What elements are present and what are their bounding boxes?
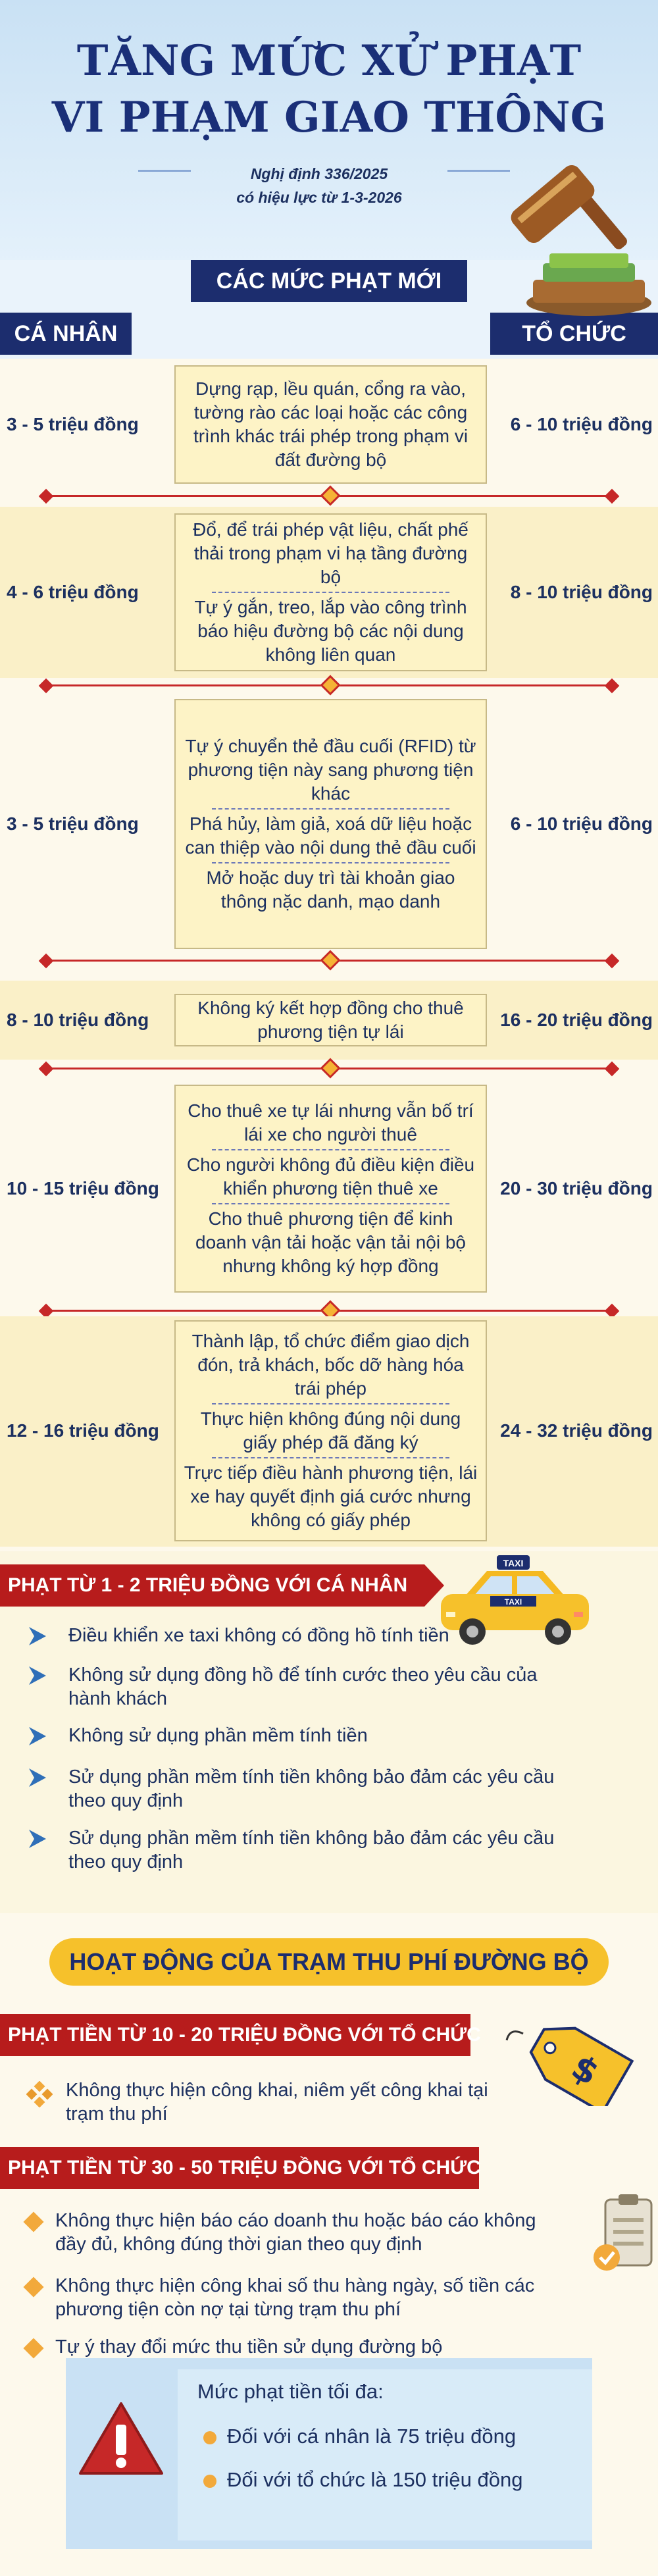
title-line-1: TĂNG MỨC XỬ PHẠT [76, 36, 582, 86]
organization-fine: 6 - 10 triệu đồng [510, 813, 653, 834]
svg-text:TAXI: TAXI [504, 1597, 522, 1607]
taxi-violation-text: Điều khiển xe taxi không có đồng hồ tính tiền [68, 1625, 449, 1646]
violation-text: Thành lập, tổ chức điểm giao dịch đón, trả khách, bốc dỡ hàng hóa trái phép [191, 1331, 470, 1399]
toll-violation-item [26, 2078, 526, 2126]
max-fine-individual: Đối với cá nhân là 75 triệu đồng [227, 2425, 517, 2448]
violation-text: Trực tiếp điều hành phương tiện, lái xe hay quyết định giá cước nhưng không có giấy phép [184, 1462, 478, 1530]
diamond-bullet-icon [23, 2338, 43, 2358]
organization-fine: 16 - 20 triệu đồng [500, 1010, 653, 1030]
bullet-dot-icon [203, 2431, 216, 2444]
violation-text: Dựng rạp, lều quán, cổng ra vào, tường rào các loại hoặc các công trình khác trái phép trong phạm vi đất đường bộ [193, 378, 468, 470]
organization-fine: 6 - 10 triệu đồng [510, 414, 653, 434]
violation-text: Tự ý gắn, treo, lắp vào công trình báo hiệu đường bộ các nội dung không liên quan [194, 597, 467, 665]
taxi-violation-item [26, 1663, 566, 1711]
new-fines-ribbon: CÁC MỨC PHẠT MỚI [191, 260, 467, 302]
divider-end-diamond-icon [605, 489, 620, 504]
decree-info [197, 162, 441, 209]
violation-card [174, 1085, 487, 1293]
individual-fine: 8 - 10 triệu đồng [7, 1010, 149, 1030]
taxi-fine-banner: PHẠT TỪ 1 - 2 TRIỆU ĐỒNG VỚI CÁ NHÂN [0, 1564, 424, 1607]
max-fine-organization: Đối với tổ chức là 150 triệu đồng [227, 2468, 523, 2491]
toll-fine-banner-2: PHẠT TIỀN TỪ 30 - 50 TRIỆU ĐỒNG VỚI TỔ CHỨC [0, 2147, 479, 2189]
decree-number: Nghị định 336/2025 [250, 165, 388, 182]
svg-text:$: $ [565, 2047, 605, 2094]
diamond-cluster-icon [26, 2081, 53, 2107]
toll-violation-text: Không thực hiện báo cáo doanh thu hoặc báo cáo không đầy đủ, không đúng thời gian theo quy định [55, 2210, 536, 2255]
individual-fine: 3 - 5 triệu đồng [7, 414, 139, 434]
bullet-dot-icon [203, 2475, 216, 2488]
dashed-separator [212, 592, 449, 593]
taxi-violation-text: Không sử dụng đồng hồ để tính cước theo yêu cầu của hành khách [68, 1664, 538, 1709]
organization-fine: 24 - 32 triệu đồng [500, 1420, 653, 1441]
organization-fine: 20 - 30 triệu đồng [500, 1178, 653, 1198]
decree-divider-left [138, 170, 191, 172]
individual-column-header: CÁ NHÂN [0, 313, 132, 355]
checklist-icon [592, 2192, 658, 2277]
taxi-sign-text: TAXI [503, 1558, 524, 1568]
arrow-bullet-icon [26, 1664, 49, 1687]
violation-text: Cho thuê xe tự lái nhưng vẫn bố trí lái xe cho người thuê [188, 1100, 474, 1145]
taxi-section [0, 1551, 658, 1913]
violation-card [174, 513, 487, 671]
violation-card [174, 365, 487, 484]
divider-end-diamond-icon [605, 1062, 620, 1077]
decree-effective-date: có hiệu lực từ 1-3-2026 [236, 189, 402, 206]
individual-fine: 3 - 5 triệu đồng [7, 813, 139, 834]
toll-fine-banner-1: PHẠT TIỀN TỪ 10 - 20 TRIỆU ĐỒNG VỚI TỔ CHỨC [0, 2014, 470, 2056]
toll-violation-item [26, 2209, 559, 2256]
gavel-icon [490, 145, 658, 322]
divider-center-diamond-icon [320, 675, 340, 695]
taxi-violation-item [26, 1826, 566, 1874]
divider-end-diamond-icon [605, 679, 620, 694]
diamond-bullet-icon [23, 2277, 43, 2297]
dashed-separator [212, 862, 449, 863]
dashed-separator [212, 1457, 449, 1458]
taxi-violation-item [26, 1624, 566, 1647]
individual-fine: 12 - 16 triệu đồng [7, 1420, 159, 1441]
taxi-violation-text: Không sử dụng phần mềm tính tiền [68, 1725, 368, 1746]
violation-text: Phá hủy, làm giả, xoá dữ liệu hoặc can thiệp vào nội dung thẻ đầu cuối [185, 813, 476, 858]
toll-violation-item [26, 2274, 559, 2321]
taxi-violation-text: Sử dụng phần mềm tính tiền không bảo đảm các yêu cầu theo quy định [68, 1828, 555, 1872]
individual-fine: 10 - 15 triệu đồng [7, 1178, 159, 1198]
arrow-bullet-icon [26, 1828, 49, 1850]
divider-center-diamond-icon [320, 1058, 340, 1078]
max-fine-label: Mức phạt tiền tối đa: [197, 2380, 384, 2403]
arrow-bullet-icon [26, 1766, 49, 1789]
dashed-separator [212, 1203, 449, 1204]
toll-violation-item [26, 2335, 559, 2359]
divider-center-diamond-icon [320, 485, 340, 505]
divider-end-diamond-icon [39, 489, 54, 504]
violation-text: Mở hoặc duy trì tài khoản giao thông nặc danh, mạo danh [206, 867, 455, 912]
warning-icon [78, 2400, 164, 2479]
violation-text: Không ký kết hợp đồng cho thuê phương tiện tự lái [197, 998, 464, 1042]
violation-text: Tự ý chuyển thẻ đầu cuối (RFID) từ phương tiện này sang phương tiện khác [185, 736, 476, 804]
violation-text: Đổ, để trái phép vật liệu, chất phế thải trong phạm vi hạ tầng đường bộ [193, 519, 468, 587]
taxi-violation-item [26, 1724, 566, 1747]
taxi-violation-item [26, 1765, 566, 1813]
toll-violation-text: Tự ý thay đổi mức thu tiền sử dụng đường bộ [55, 2336, 443, 2357]
taxi-violation-text: Sử dụng phần mềm tính tiền không bảo đảm các yêu cầu theo quy định [68, 1766, 555, 1811]
organization-fine: 8 - 10 triệu đồng [510, 582, 653, 602]
arrow-bullet-icon [26, 1725, 49, 1747]
violation-text: Thực hiện không đúng nội dung giấy phép đã đăng ký [200, 1408, 461, 1453]
organization-column-header: TỔ CHỨC [490, 313, 658, 355]
toll-station-title: HOẠT ĐỘNG CỦA TRẠM THU PHÍ ĐƯỜNG BỘ [49, 1938, 609, 1986]
dashed-separator [212, 808, 449, 810]
divider-end-diamond-icon [39, 679, 54, 694]
dashed-separator [212, 1403, 449, 1404]
divider-end-diamond-icon [39, 1062, 54, 1077]
violation-card [174, 699, 487, 949]
violation-text: Cho thuê phương tiện để kinh doanh vận tải hoặc vận tải nội bộ nhưng không ký hợp đồng [195, 1208, 466, 1276]
diamond-bullet-icon [23, 2211, 43, 2232]
violation-text: Cho người không đủ điều kiện điều khiển phương tiện thuê xe [186, 1154, 475, 1198]
title-line-2: VI PHẠM GIAO THÔNG [51, 93, 607, 142]
toll-violation-text: Không thực hiện công khai, niêm yết công khai tại trạm thu phí [66, 2080, 488, 2125]
arrow-bullet-icon [26, 1625, 49, 1647]
violation-card [174, 1320, 487, 1541]
page-title [0, 33, 658, 146]
individual-fine: 4 - 6 triệu đồng [7, 582, 139, 602]
violation-card [174, 994, 487, 1046]
toll-violation-text: Không thực hiện công khai số thu hàng ngày, số tiền các phương tiện còn nợ tại từng trạm thu phí [55, 2275, 535, 2320]
dashed-separator [212, 1149, 449, 1150]
